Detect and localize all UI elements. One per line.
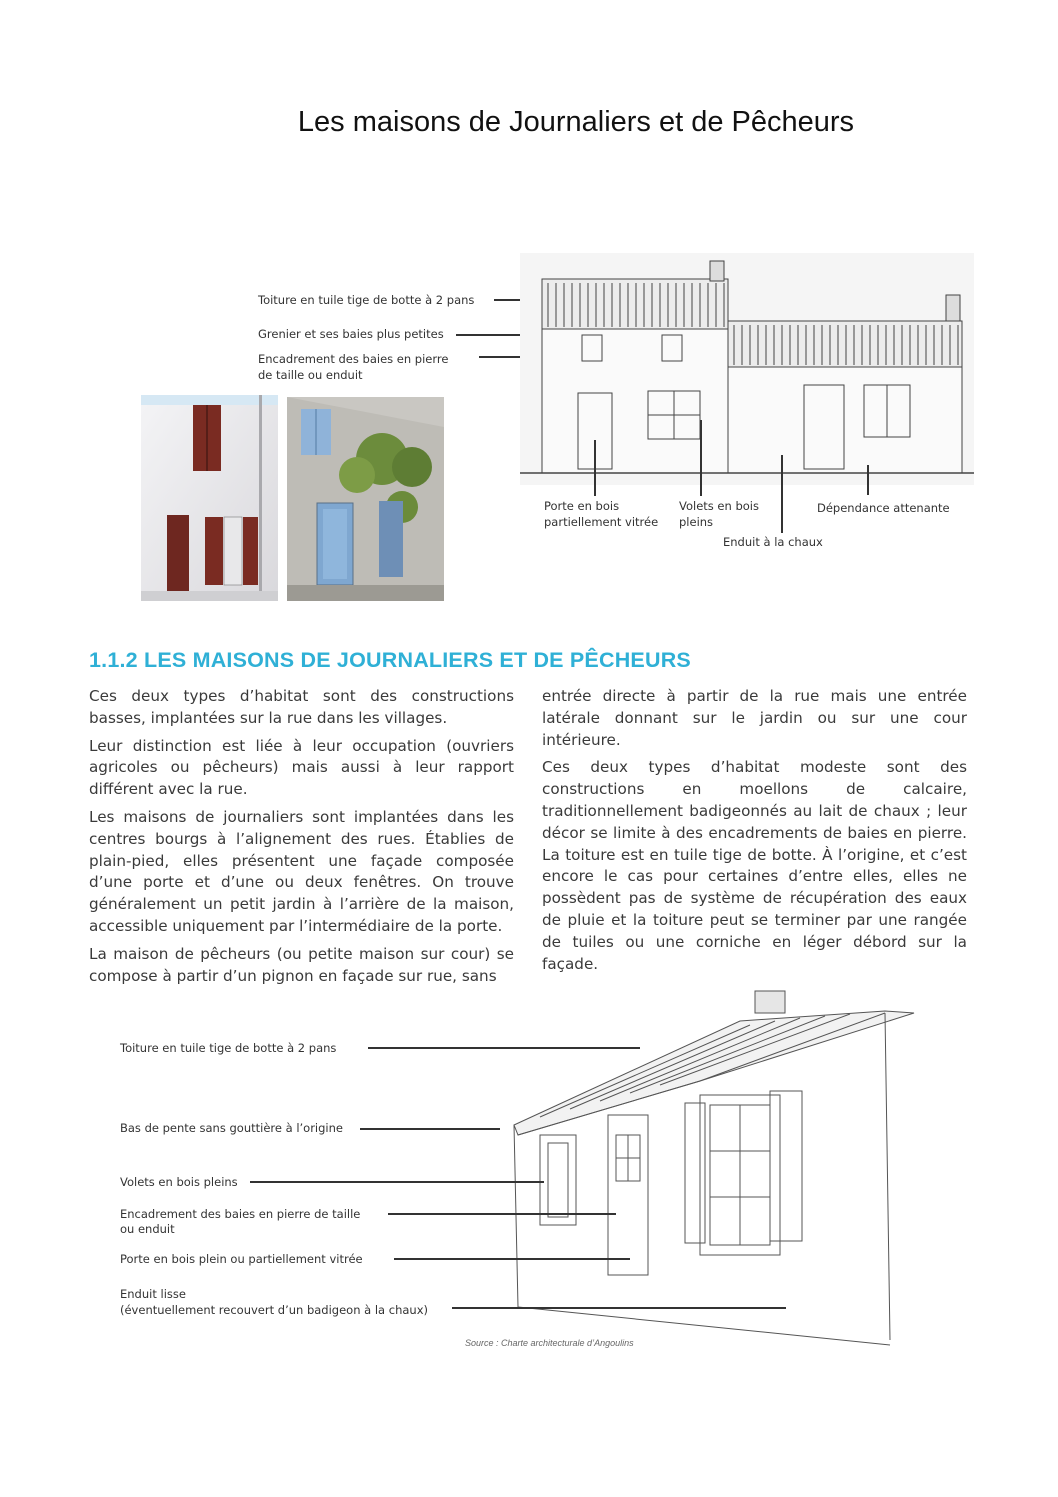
paragraph: Leur distinction est liée à leur occupation (ouvriers agricoles ou pêcheurs) mais aussi à leur rapport différent avec la rue. (89, 736, 514, 799)
leader-line (867, 465, 869, 495)
leader-line (250, 1181, 544, 1183)
perspective-sketch (500, 985, 925, 1350)
annotation-lime-render: Enduit à la chaux (723, 535, 823, 549)
annotation-door-line2: partiellement vitrée (544, 515, 659, 529)
section-heading: 1.1.2 LES MAISONS DE JOURNALIERS ET DE PÊCHEURS (89, 648, 691, 672)
text-column-right (542, 686, 967, 981)
paragraph: Ces deux types d’habitat sont des constructions basses, implantées sur la rue dans les villages. (89, 687, 514, 727)
annotation-door-2: Porte en bois plein ou partiellement vitrée (120, 1252, 363, 1266)
annotation-smooth-render-line2: (éventuellement recouvert d’un badigeon à la chaux) (120, 1303, 428, 1317)
photo-blue-shutters-house (287, 397, 444, 601)
page-title: Les maisons de Journaliers et de Pêcheurs (297, 106, 855, 138)
annotation-no-gutter: Bas de pente sans gouttière à l’origine (120, 1121, 343, 1135)
annotation-frame-line2: de taille ou enduit (258, 368, 363, 382)
annotation-shutters-2: Volets en bois pleins (120, 1175, 238, 1189)
annotation-annex: Dépendance attenante (817, 501, 950, 515)
annotation-roof: Toiture en tuile tige de botte à 2 pans (258, 293, 475, 307)
annotation-door: Porte en bois (544, 499, 620, 513)
annotation-shutters: Volets en bois (679, 499, 759, 513)
leader-line (700, 420, 702, 496)
annotation-roof-2: Toiture en tuile tige de botte à 2 pans (120, 1041, 337, 1055)
elevation-sketch (520, 253, 974, 485)
source-credit: Source : Charte architecturale d’Angoulins (465, 1338, 634, 1348)
leader-line (594, 440, 596, 496)
paragraph: Ces deux types d’habitat modeste sont des constructions en moellons de calcaire, traditionnellement badigeonnés au lait de chaux ; leur décor se limite à des encadrements de baies en pierre. La toiture est en tuile tige de botte. À l’origine, et c’est encore le cas pour certaines d’entre elles, elles ne possèdent pas de système de récupération des eaux de pluie et la toiture peut se terminer par une rangée de tuiles ou une corniche en léger débord sur la façade. (542, 758, 967, 973)
text-column-left (89, 686, 514, 993)
paragraph: Les maisons de journaliers sont implantées dans les centres bourgs à l’alignement des rues. Établies de plain-pied, elles présentent une façade composée d’une porte et d’une ou deux fenêtres. On trouve généralement un petit jardin à l’arrière de la maison, accessible uniquement par l’intermédiaire de la porte. (89, 807, 514, 935)
annotation-frame-2-line2: ou enduit (120, 1222, 175, 1236)
annotation-smooth-render-line1: Enduit lisse (120, 1287, 186, 1301)
annotation-frame-line1: Encadrement des baies en pierre (258, 352, 449, 366)
leader-line (394, 1258, 630, 1260)
leader-line (368, 1047, 640, 1049)
leader-line (781, 455, 783, 533)
paragraph: entrée directe à partir de la rue mais une entrée latérale donnant sur le jardin ou sur une cour intérieure. (542, 687, 967, 749)
leader-line (388, 1213, 616, 1215)
leader-line (360, 1128, 500, 1130)
annotation-attic: Grenier et ses baies plus petites (258, 327, 444, 341)
annotation-frame-2-line1: Encadrement des baies en pierre de taille (120, 1207, 361, 1221)
paragraph: La maison de pêcheurs (ou petite maison sur cour) se compose à partir d’un pignon en façade sur rue, sans (89, 944, 514, 985)
leader-line (452, 1307, 786, 1309)
annotation-shutters-line2: pleins (679, 515, 714, 529)
photo-white-house (141, 395, 278, 601)
